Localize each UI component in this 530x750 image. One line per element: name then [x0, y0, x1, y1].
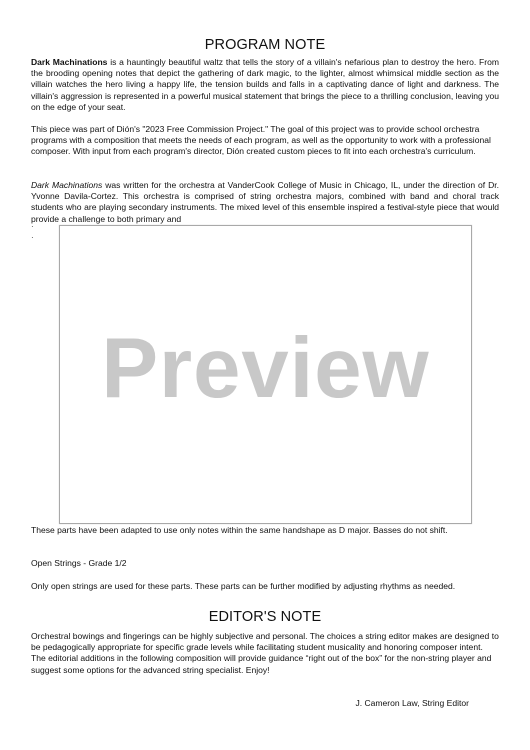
parts-note-grade-line: Open Strings - Grade 1/2 — [31, 558, 127, 568]
program-note-paragraph-3 — [31, 180, 499, 225]
piece-title: Dark Machinations — [31, 57, 108, 67]
paragraph-text: was written for the orchestra at VanderCook College of Music in Chicago, IL, under the direction of Dr. Yvonne Davila-Cortez. This orchestra is comprised of string orchestra majors, combined with band and choral track students who are playing secondary instruments. The mixed level of this ensemble inspired a festival-style piece that would provide a challenge to both primary and — [31, 180, 499, 224]
parts-note-paragraph-1: These parts have been adapted to use only notes within the same handshape as D major. Basses do not shift. — [31, 525, 448, 535]
program-note-paragraph-2: This piece was part of Dión's "2023 Free Commission Project." The goal of this project was to provide school orchestra programs with a composition that meets the needs of each program, as well as the opportunity to work with a professional composer. With input from each program's director, Dión created custom pieces to fit into each orchestra's curriculum. — [31, 124, 491, 157]
paragraph-text: is a hauntingly beautiful waltz that tells the story of a villain's nefarious plan to destroy the hero. From the brooding opening notes that depict the gathering of dark magic, to the lighter, almost whimsical middle section as the villain watches the hero living a happy life, the tension builds and falls in a captivating dance of light and darkness. The villain's aggression is represented in a powerful musical statement that brings the piece to a thrilling conclusion, leaving you on the edge of your seat. — [31, 57, 499, 112]
hidden-text-fragment: · — [31, 222, 34, 231]
hidden-text-fragment: · — [31, 233, 34, 242]
editors-note-paragraph: Orchestral bowings and fingerings can be highly subjective and personal. The choices a string editor makes are designed to be pedagogically appropriate for specific grade levels while facilitating student musicality and honoring composer intent. The editorial additions in the following composition will provide guidance “right out of the box” for the non-string player and suggest some options for the advanced string specialist. Enjoy! — [31, 631, 499, 675]
piece-title-italic: Dark Machinations — [31, 180, 103, 190]
preview-watermark-box — [59, 225, 472, 524]
parts-note-paragraph-2: Only open strings are used for these parts. These parts can be further modified by adjusting rhythms as needed. — [31, 581, 456, 591]
preview-watermark-text: Preview — [101, 321, 430, 416]
program-note-heading: PROGRAM NOTE — [204, 37, 326, 53]
editor-signature: J. Cameron Law, String Editor — [355, 698, 469, 708]
program-note-paragraph-1 — [31, 57, 499, 113]
editors-note-heading: EDITOR'S NOTE — [208, 609, 322, 625]
